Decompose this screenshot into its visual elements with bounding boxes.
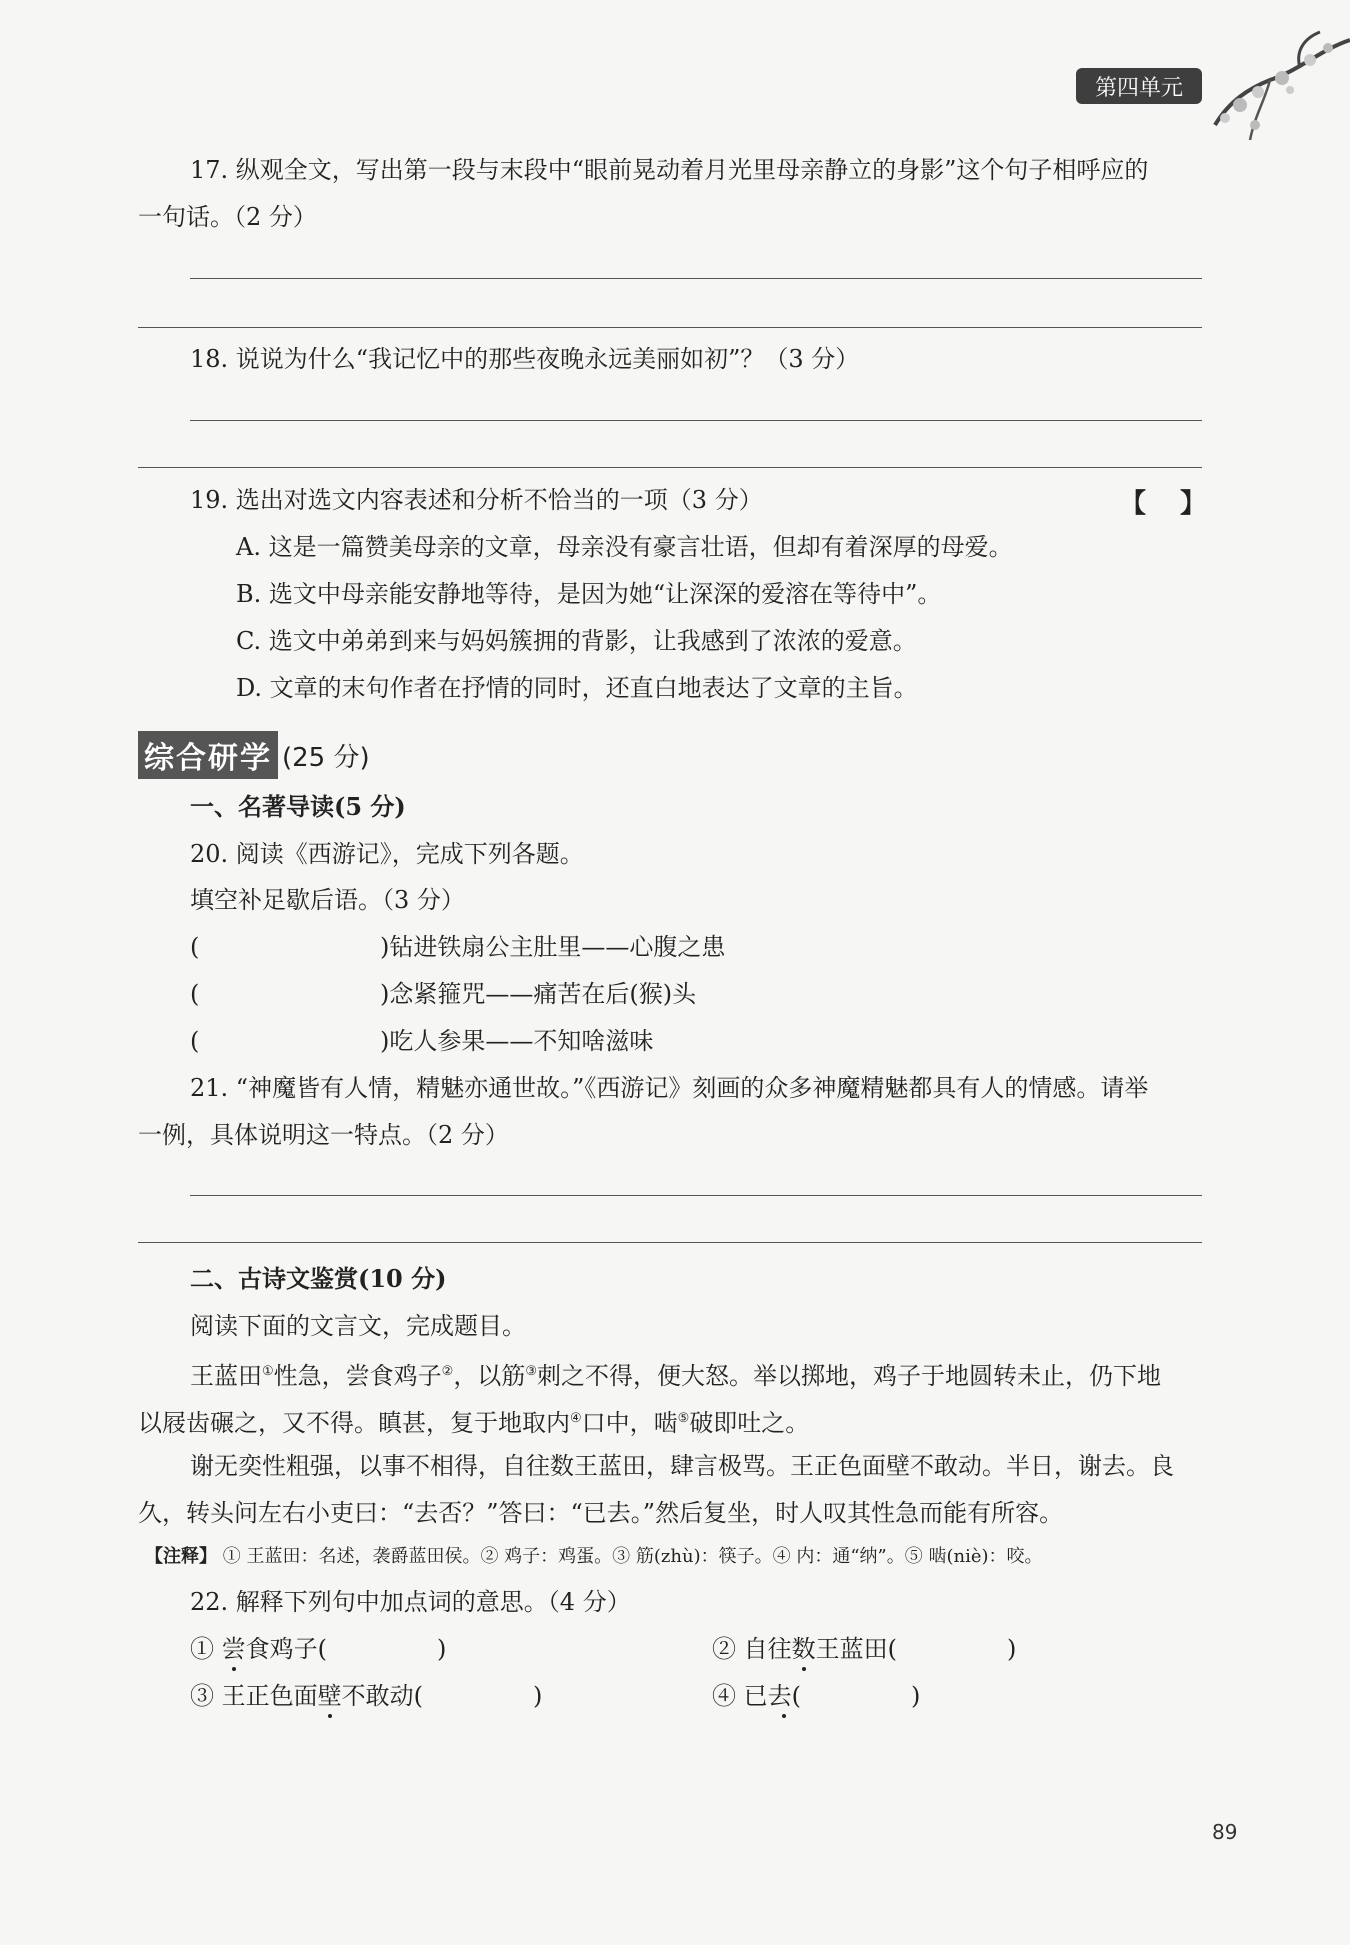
q21-line1: 21. “神魔皆有人情，精魅亦通世故。”《西游记》刻画的众多神魔精魅都具有人的情感。请举 (190, 1074, 1149, 1102)
q19-stem: 19. 选出对选文内容表述和分析不恰当的一项（3 分） (190, 486, 763, 514)
q19-option-b: B. 选文中母亲能安静地等待，是因为她“让深深的爱溶在等待中”。 (236, 580, 942, 608)
passage-p2-line1: 谢无奕性粗强，以事不相得，自往数王蓝田，肆言极骂。王正色面壁不敢动。半日，谢去。良 (190, 1452, 1174, 1480)
q22-item-3: ③ 王正色面壁不敢动( ) (190, 1682, 543, 1710)
fill-open: ( (190, 1027, 200, 1055)
q22-item-2: ② 自往数王蓝田( ) (712, 1635, 1017, 1663)
answer-line[interactable] (138, 327, 1202, 328)
part1-heading: 一、名著导读(5 分) (190, 792, 406, 821)
plum-branch-illustration (1210, 30, 1350, 150)
unit-badge: 第四单元 (1076, 68, 1202, 104)
section-title-label: 综合研学 (138, 731, 278, 779)
answer-line[interactable] (138, 467, 1202, 468)
answer-line[interactable] (138, 1242, 1202, 1243)
q22-item-1: ① 尝食鸡子( ) (190, 1635, 447, 1663)
fill-text: )念紧箍咒——痛苦在后(猴)头 (380, 980, 697, 1008)
fill-text: )吃人参果——不知啥滋味 (380, 1027, 654, 1055)
part2-heading: 二、古诗文鉴赏(10 分) (190, 1264, 447, 1293)
q19-option-a: A. 这是一篇赞美母亲的文章，母亲没有豪言壮语，但却有着深厚的母爱。 (236, 533, 1013, 561)
answer-line[interactable] (190, 278, 1202, 279)
q17-line2: 一句话。（2 分） (138, 203, 317, 231)
q19-option-d: D. 文章的末句作者在抒情的同时，还直白地表达了文章的主旨。 (236, 674, 918, 702)
passage-p1-line1: 王蓝田①性急，尝食鸡子②，以筋③刺之不得，便大怒。举以掷地，鸡子于地圆转未止，仍下地 (190, 1362, 1161, 1390)
note-text: ① 王蓝田：名述，袭爵蓝田侯。② 鸡子：鸡蛋。③ 筋(zhù)：筷子。④ 内：通“纳”。⑤ 啮(niè)：咬。 (222, 1546, 1043, 1567)
fill-intro: 填空补足歇后语。（3 分） (190, 886, 465, 914)
q22-text: 22. 解释下列句中加点词的意思。（4 分） (190, 1588, 631, 1616)
q20-text: 20. 阅读《西游记》，完成下列各题。 (190, 840, 584, 868)
fill-open: ( (190, 980, 200, 1008)
page-number: 89 (1212, 1820, 1238, 1844)
part2-intro: 阅读下面的文言文，完成题目。 (190, 1312, 526, 1340)
q18-text: 18. 说说为什么“我记忆中的那些夜晚永远美丽如初”？（3 分） (190, 345, 860, 373)
answer-bracket-right: 】 (1180, 489, 1207, 519)
fill-text: )钻进铁扇公主肚里——心腹之患 (380, 933, 726, 961)
fill-open: ( (190, 933, 200, 961)
passage-p1-line2: 以屐齿碾之，又不得。瞋甚，复于地取内④口中，啮⑤破即吐之。 (138, 1409, 810, 1437)
section-title (138, 733, 370, 777)
q17-line1: 17. 纵观全文，写出第一段与末段中“眼前晃动着月光里母亲静立的身影”这个句子相呼应的 (190, 156, 1149, 184)
q21-line2: 一例，具体说明这一特点。（2 分） (138, 1121, 509, 1149)
note-tag: 【注释】 (145, 1546, 217, 1567)
section-score: (25 分) (282, 742, 370, 773)
q19-option-c: C. 选文中弟弟到来与妈妈簇拥的背影，让我感到了浓浓的爱意。 (236, 627, 917, 655)
answer-line[interactable] (190, 1195, 1202, 1196)
answer-line[interactable] (190, 420, 1202, 421)
q22-item-4: ④ 已去( ) (712, 1682, 921, 1710)
answer-bracket-left: 【 (1120, 489, 1147, 519)
passage-p2-line2: 久，转头问左右小吏曰：“去否？”答曰：“已去。”然后复坐，时人叹其性急而能有所容。 (138, 1499, 1064, 1527)
annotation-notes (145, 1543, 1043, 1571)
